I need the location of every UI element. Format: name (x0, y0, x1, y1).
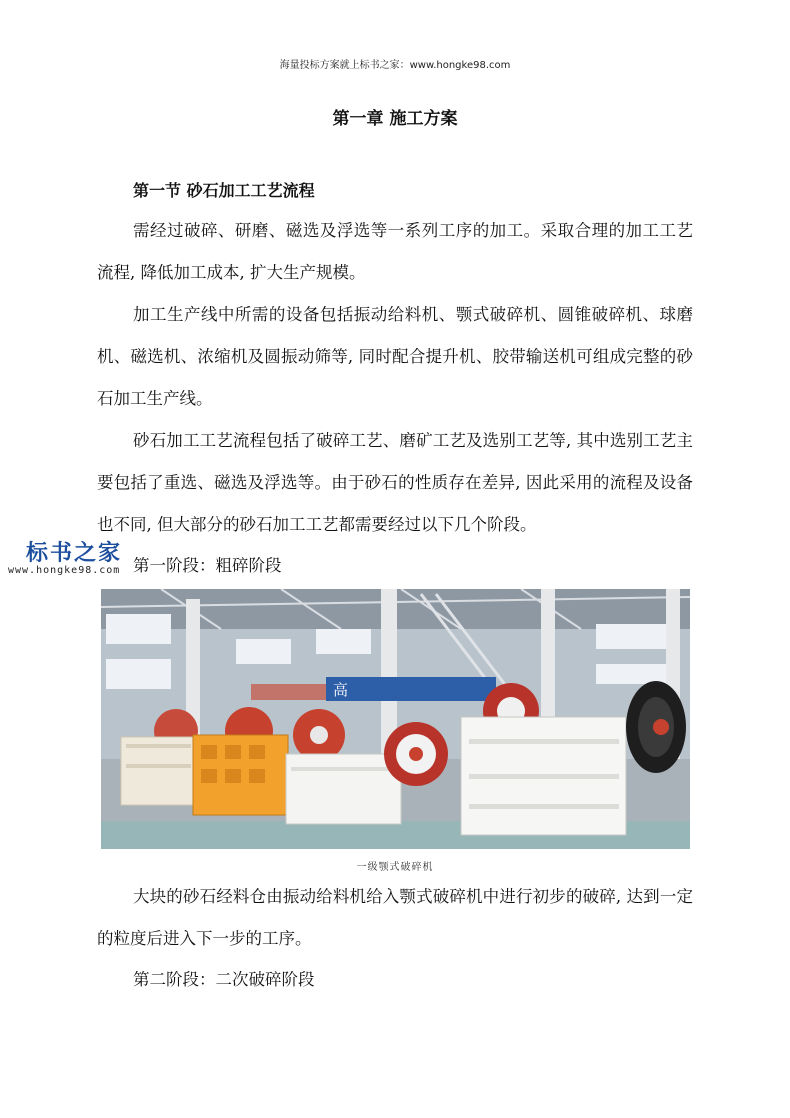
paragraph-after-photo: 大块的砂石经料仓由振动给料机给入颚式破碎机中进行初步的破碎, 达到一定的粒度后进入下一步的工序。 (97, 887, 693, 948)
photo-caption: 一级颚式破碎机 (356, 862, 434, 873)
stage-2-heading: 第二阶段：二次破碎阶段 (133, 970, 315, 989)
watermark-logo (8, 536, 122, 576)
paragraph-3: 砂石加工工艺流程包括了破碎工艺、磨矿工艺及选别工艺等, 其中选别工艺主要包括了重选、磁选及浮选等。由于砂石的性质存在差异, 因此采用的流程及设备也不同, 但大部分的砂石加工工艺都需要经过以下几个阶段。 (97, 431, 693, 534)
stage-1-heading: 第一阶段：粗碎阶段 (133, 556, 282, 575)
watermark-title: 标书之家 (26, 541, 123, 566)
jaw-crusher-photo (101, 589, 690, 849)
chapter-title: 第一章 施工方案 (332, 109, 458, 129)
section-title: 第一节 砂石加工工艺流程 (133, 181, 315, 200)
jaw-crusher-illustration (101, 589, 690, 849)
page-header: 海量投标方案就上标书之家：www.hongke98.com (279, 60, 511, 71)
paragraph-1: 需经过破碎、研磨、磁选及浮选等一系列工序的加工。采取合理的加工工艺流程, 降低加工成本, 扩大生产规模。 (97, 221, 693, 282)
paragraph-2: 加工生产线中所需的设备包括振动给料机、颚式破碎机、圆锥破碎机、球磨机、磁选机、浓缩机及圆振动筛等, 同时配合提升机、胶带输送机可组成完整的砂石加工生产线。 (97, 305, 693, 408)
banner-text: 高 (333, 681, 349, 699)
watermark-url: www.hongke98.com (8, 565, 121, 576)
